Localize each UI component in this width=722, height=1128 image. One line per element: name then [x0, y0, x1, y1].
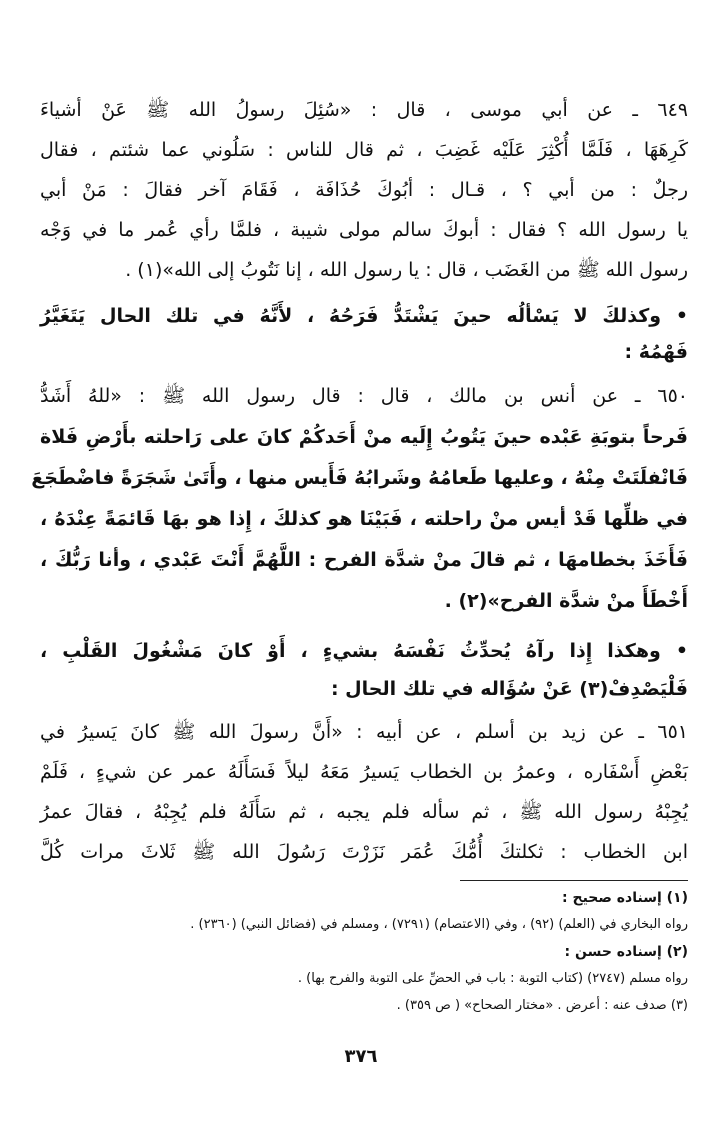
hadith-649-line: ٦٤٩ ـ عن أبي موسى ، قال : «سُئِلَ رسولُ الله ﷺ عَنْ أشياءَ	[40, 99, 688, 121]
hadith-650-line: في ظلِّها قَدْ أيس منْ راحلته ، فَبَيْنَا هو كذلكَ ، إِذا هو بهَا قَائمَةً عِنْدَهُ ،	[40, 508, 688, 530]
section-heading-joy	[40, 298, 688, 370]
hadith-649-line: كَرِهَهَا ، فَلَمَّا أُكْثِرَ عَلَيْه غَضِبَ ، ثم قال للناس : سَلُوني عما شئتم ، فقال	[40, 139, 688, 161]
hadith-649-line: يا رسول الله ؟ فقال : أبوكَ سالم مولى شيبة ، فلمَّا رأي عُمر ما في وَجْه	[40, 219, 688, 241]
hadith-650-line: أَخْطَأَ منْ شدَّة الفرح»(٢) .	[444, 590, 688, 612]
hadith-651-line: بَعْضِ أَسْفَاره ، وعمرُ بن الخطاب يَسيرُ مَعَهُ ليلاً فَسَأَلَهُ عمر عن شيءٍ ، فَلَمْ	[40, 761, 688, 783]
hadith-651-line: ٦٥١ ـ عن زيد بن أسلم ، عن أبيه : «أَنَّ رسولَ الله ﷺ كانَ يَسيرُ في	[40, 721, 688, 743]
heading-line: • وهكذا إِذا رآهُ يُحدِّثُ نَفْسَهُ بشيءٍ ، أَوْ كانَ مَشْغُولَ القَلْبِ ،	[40, 640, 688, 662]
heading-line: • وكذلكَ لا يَسْألُه حينَ يَشْتَدُّ فَرَحُهُ ، لأَنَّهُ في تلك الحال يَتَغَيَّرُ	[40, 305, 688, 327]
heading-line: فَلْيَصْدِفْ(٣) عَنْ سُؤَاله في تلك الحال :	[330, 678, 688, 700]
hadith-650-line: ٦٥٠ ـ عن أنس بن مالك ، قال : قال رسول الله ﷺ : «للهُ أَشَدُّ	[40, 385, 688, 407]
hadith-650	[31, 376, 688, 622]
hadith-651-line: يُجِبْهُ رسول الله ﷺ ، ثم سأله فلم يجبه ، ثم سَأَلَهُ فلم يُجِبْهُ ، فقالَ عمرُ	[40, 801, 688, 823]
hadith-649-line: رجلٌ : من أبي ؟ ، قـال : أبُوكَ حُذَافَة ، فَقَامَ آخر فقالَ : مَنْ أبي	[40, 179, 688, 201]
hadith-651-line: ابن الخطاب : ثكلتكَ أُمُّكَ عُمَر نَزَرْتَ رَسُولَ الله ﷺ ثَلاثَ مرات كُلَّ	[40, 841, 688, 863]
hadith-651	[40, 712, 688, 872]
footnote-3-text: (٣) صدف عنه : أعرض . «مختار الصحاح» ( ص ٣٥٩) .	[396, 998, 688, 1013]
footnote-divider	[460, 880, 688, 881]
hadith-649-line: رسول الله ﷺ من الغَضَب ، قال : يا رسول الله ، إنا نَتُوبُ إلى الله»(١) .	[125, 259, 688, 281]
footnote-1-text: رواه البخاري في (العلم) (٩٢) ، وفي (الاعتصام) (٧٢٩١) ، ومسلم في (فضائل النبي) (٢٣٦٠) .	[190, 917, 688, 932]
hadith-650-line: فَانْفلَتَتْ مِنْهُ ، وعليها طَعامُهُ وشَرابُهُ فَأَيس منها ، وأَتَىٰ شَجَرَةً فاضْطَجَعَ	[31, 467, 688, 489]
hadith-650-line: فَأَخَذَ بخطامهَا ، ثم قالَ منْ شدَّة الفرح : اللَّهُمَّ أَنْتَ عَبْدي ، وأنا رَبُّكَ ،	[40, 549, 688, 571]
footnote-1-heading: (١) إسناده صحيح :	[562, 890, 688, 906]
hadith-650-line: فَرحاً بتوبَةِ عَبْده حينَ يَتُوبُ إِلَيه منْ أَحَدكُمْ كانَ على رَاحلته بأَرْضِ فَلاة	[40, 426, 688, 448]
section-heading-preoccupied	[40, 632, 688, 708]
heading-line: فَهْمُهُ :	[624, 341, 688, 363]
footnote-2-text: رواه مسلم (٢٧٤٧) (كتاب التوبة : باب في الحضِّ على التوبة والفرح بها) .	[297, 971, 688, 986]
hadith-649	[40, 90, 688, 290]
page-number: ٣٧٦	[344, 1046, 378, 1067]
footnote-2-heading: (٢) إسناده حسن :	[564, 944, 688, 960]
